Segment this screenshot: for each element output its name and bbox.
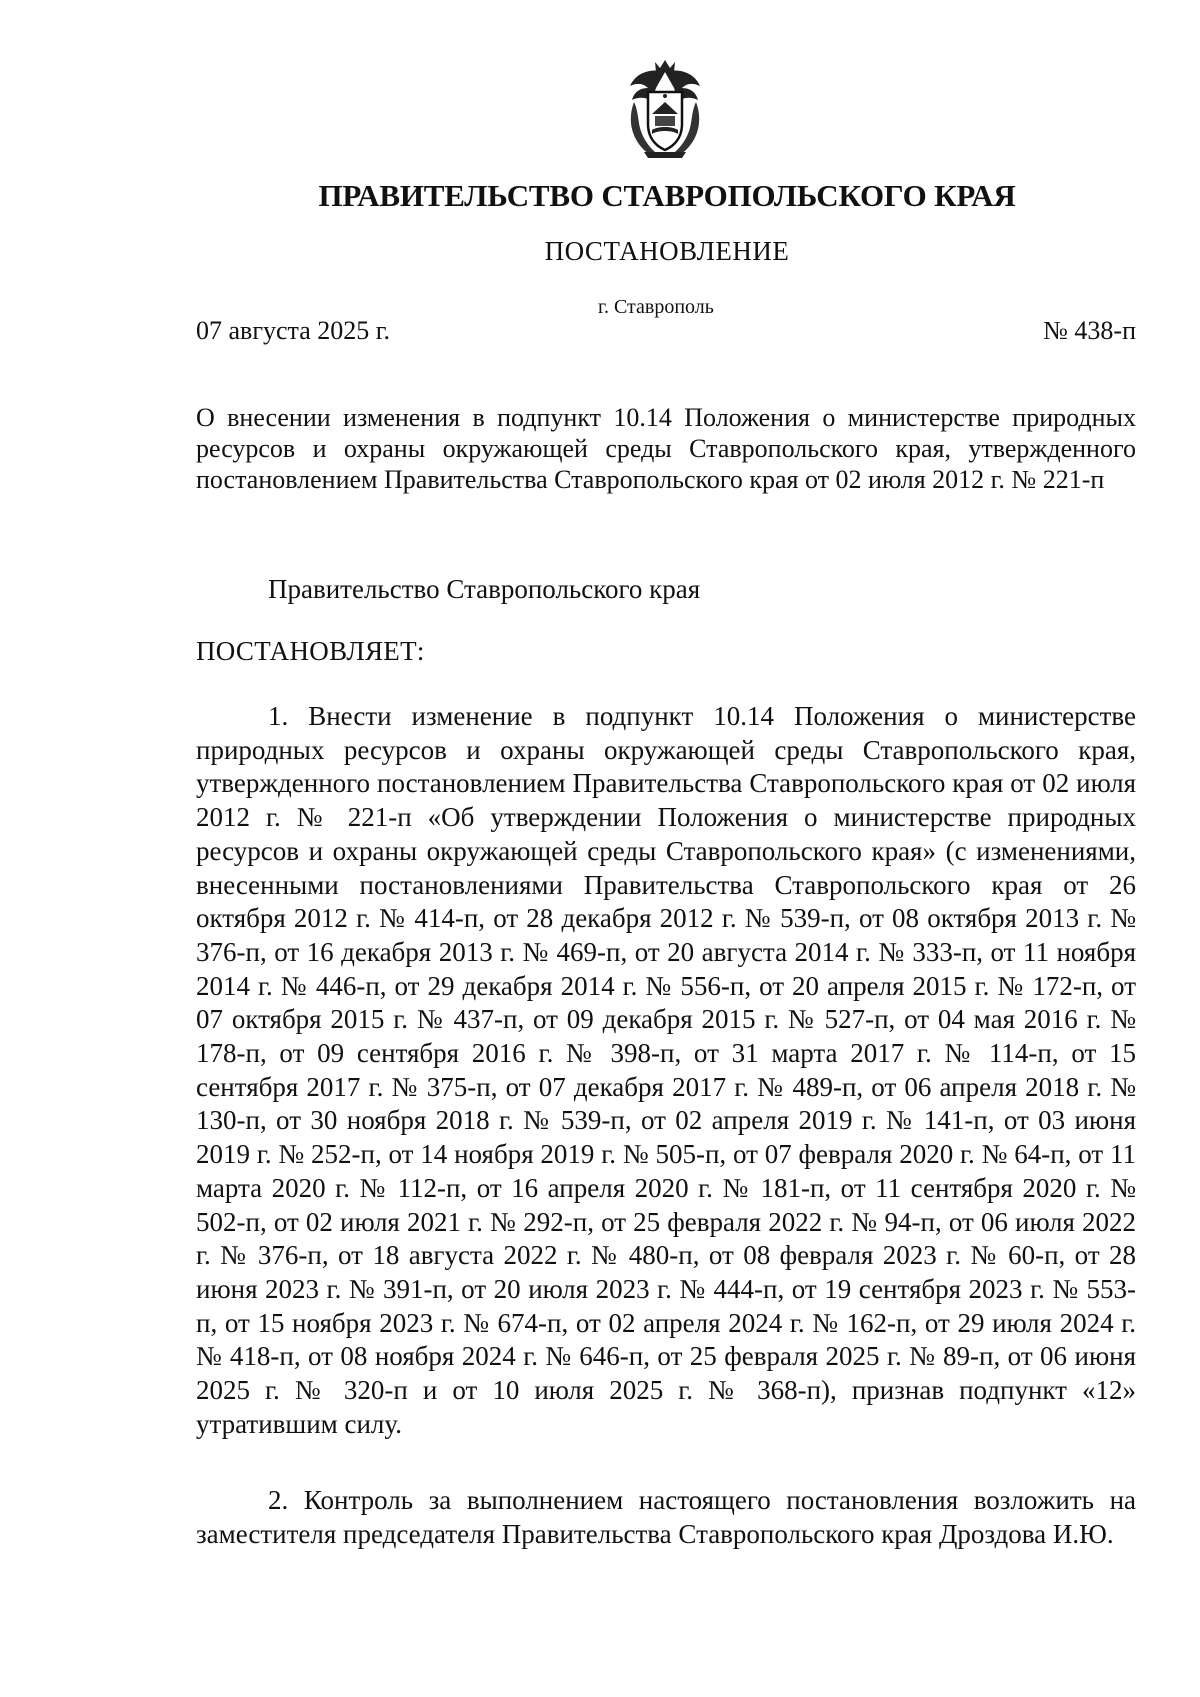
government-title: ПРАВИТЕЛЬСТВО СТАВРОПОЛЬСКОГО КРАЯ <box>318 178 1016 213</box>
document-subject: О внесении изменения в подпункт 10.14 Положения о министерстве природных ресурсов и охраны окружающей среды Ставропольского края, утвержденного постановлением Правительства Ставропольского края от 02 июля 2012 г. № 221-п <box>196 403 1136 494</box>
document-date: 07 августа 2025 г. <box>196 316 390 345</box>
preamble-resolves: ПОСТАНОВЛЯЕТ: <box>196 636 425 666</box>
paragraph-2: 2. Контроль за выполнением настоящего постановления возложить на заместителя председателя Правительства Ставропольского края Дроздова И.Ю. <box>196 1485 1136 1549</box>
city: г. Ставрополь <box>598 296 714 318</box>
coat-of-arms-icon <box>622 58 708 160</box>
preamble-government: Правительство Ставропольского края <box>268 574 701 604</box>
document-number: № 438-п <box>1043 316 1136 345</box>
paragraph-1: 1. Внести изменение в подпункт 10.14 Положения о министерстве природных ресурсов и охраны окружающей среды Ставропольского края, утвержденного постановлением Правительства Ставропольского края от 02 июля 2012 г. № 221-п «Об утверждении Положения о министерстве природных ресурсов и охраны окружающей среды Ставропольского края» (с изменениями, внесенными постановлениями Правительства Ставропольского края от 26 октября 2012 г. № 414-п, от 28 декабря 2012 г. № 539-п, от 08 октября 2013 г. № 376-п, от 16 декабря 2013 г. № 469-п, от 20 августа 2014 г. № 333-п, от 11 ноября 2014 г. № 446-п, от 29 декабря 2014 г. № 556-п, от 20 апреля 2015 г. № 172-п, от 07 октября 2015 г. № 437-п, от 09 декабря 2015 г. № 527-п, от 04 мая 2016 г. № 178-п, от 09 сентября 2016 г. № 398-п, от 31 марта 2017 г. № 114-п, от 15 сентября 2017 г. № 375-п, от 07 декабря 2017 г. № 489-п, от 06 апреля 2018 г. № 130-п, от 30 ноября 2018 г. № 539-п, от 02 апреля 2019 г. № 141-п, от 03 июня 2019 г. № 252-п, от 14 ноября 2019 г. № 505-п, от 07 февраля 2020 г. № 64-п, от 11 марта 2020 г. № 112-п, от 16 апреля 2020 г. № 181-п, от 11 сентября 2020 г. № 502-п, от 02 июля 2021 г. № 292-п, от 25 февраля 2022 г. № 94-п, от 06 июля 2022 г. № 376-п, от 18 августа 2022 г. № 480-п, от 08 февраля 2023 г. № 60-п, от 28 июня 2023 г. № 391-п, от 20 июля 2023 г. № 444-п, от 19 сентября 2023 г. № 553-п, от 15 ноября 2023 г. № 674-п, от 02 апреля 2024 г. № 162-п, от 29 июля 2024 г. № 418-п, от 08 ноября 2024 г. № 646-п, от 25 февраля 2025 г. № 89-п, от 06 июня 2025 г. № 320-п и от 10 июля 2025 г. № 368-п), признав подпункт «12» утратившим силу. <box>196 701 1136 1439</box>
document-type: ПОСТАНОВЛЕНИЕ <box>544 236 790 266</box>
